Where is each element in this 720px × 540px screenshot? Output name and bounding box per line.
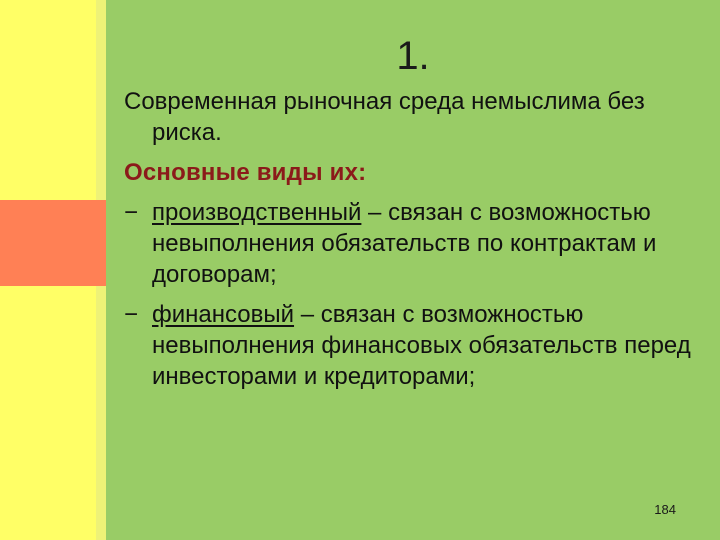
intro-paragraph: Современная рыночная среда немыслима без риска.: [124, 88, 645, 146]
bullet-production-risk: [124, 197, 704, 290]
slide-content: [106, 0, 720, 540]
bullet-dash: −: [124, 301, 139, 328]
bullet-financial-risk: [124, 299, 704, 392]
slide-body: [124, 86, 704, 401]
term-financial: финансовый: [152, 301, 295, 328]
subheading: Основные виды их:: [124, 159, 367, 186]
orange-accent-block: [0, 200, 106, 286]
slide-title: 1.: [396, 34, 430, 78]
bullet-description: – связан с возможностью невыполнения обязательств по контрактам и договорам;: [152, 199, 657, 288]
page-number: 184: [654, 502, 676, 517]
bullet-dash: −: [124, 199, 139, 226]
term-production: производственный: [152, 199, 362, 226]
bullet-description: – связан с возможностью невыполнения финансовых обязательств перед инвесторами и кредиторами;: [152, 301, 691, 390]
